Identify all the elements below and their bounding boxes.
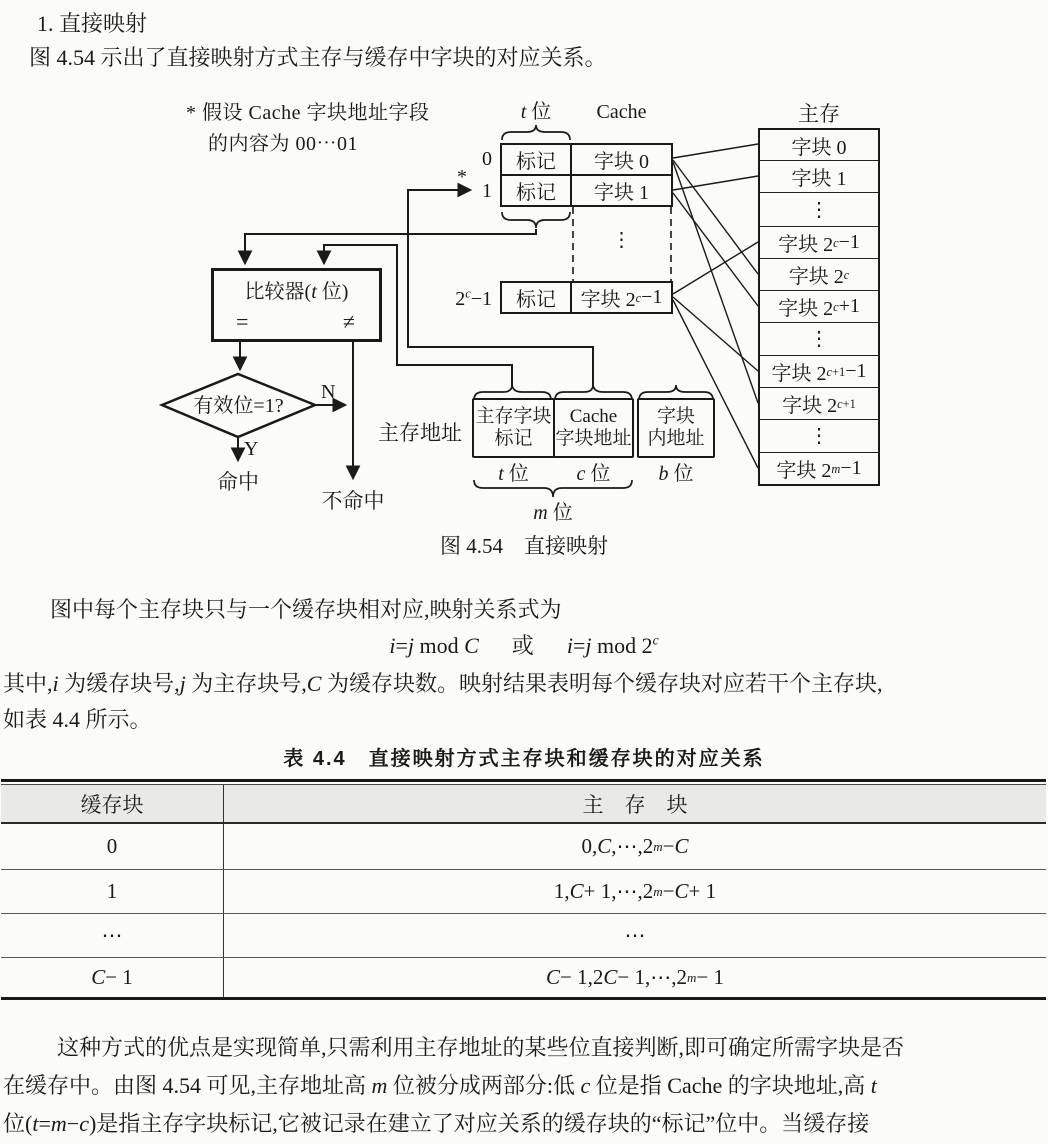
star-marker: * (457, 166, 467, 188)
memory-row-ellipsis: ⋮ (760, 322, 878, 355)
cache-ellipsis: ⋮ (611, 229, 632, 251)
cell-cache-block: 1 (106, 879, 118, 903)
cache-tag-cell-0: 标记 (500, 143, 572, 176)
c-bits-label: c 位 (576, 463, 611, 485)
memory-row: 字块 2 c+1 −1 (760, 355, 878, 387)
table-header-row (1, 785, 1046, 824)
column-header-cache-block: 缓存块 (80, 792, 144, 817)
cell-cache-block: 0 (106, 834, 118, 858)
miss-label: 不命中 (321, 489, 385, 513)
main-memory-title: 主存 (798, 102, 840, 126)
cache-index-0: 0 (482, 148, 492, 170)
memory-row: 字块 0 (791, 136, 847, 159)
yes-label: Y (244, 438, 259, 460)
field-word-in-block-address: 字块 内地址 (637, 398, 715, 458)
b-bits-label: b 位 (658, 463, 694, 485)
main-memory-table (758, 128, 880, 486)
column-header-main-memory-block: 主 存 块 (223, 785, 1046, 822)
figure-note-line1: * 假设 Cache 字块地址字段 (186, 102, 430, 124)
memory-row-ellipsis: ⋮ (760, 192, 878, 226)
paragraph-see-table: 如表 4.4 所示。 (3, 707, 152, 732)
memory-row: 字块 2 m −1 (760, 452, 878, 484)
field-cache-block-address: Cache 字块地址 (553, 398, 634, 458)
cache-tag-cell-last: 标记 (500, 281, 572, 314)
cache-index-1: 1 (482, 180, 492, 202)
section-heading: 1. 直接映射 (37, 11, 148, 36)
cell-main-memory-blocks: 0, C ,⋯,2 m − C (223, 824, 1046, 869)
not-equal-symbol: ≠ (342, 309, 355, 334)
table-row (1, 913, 1046, 957)
table-row (1, 869, 1046, 913)
memory-row: 字块 1 (760, 160, 878, 192)
cache-block-cell-0: 字块 0 (570, 143, 673, 176)
cell-cache-block: ⋯ (101, 923, 123, 947)
paragraph-symbol-definition: 其中,i 为缓存块号,j 为主存块号,C 为缓存块数。映射结果表明每个缓存块对应若干个主存块, (3, 671, 883, 696)
table-4-4 (1, 779, 1046, 1000)
cell-main-memory-blocks: ⋯ (223, 914, 1046, 957)
figure-caption: 图 4.54 直接映射 (440, 534, 608, 558)
intro-sentence: 图 4.54 示出了直接映射方式主存与缓存中字块的对应关系。 (29, 45, 607, 70)
closing-paragraph-line3: 位(t=m−c)是指主存字块标记,它被记录在建立了对应关系的缓存块的“标记”位中。当缓存接 (3, 1111, 870, 1136)
cell-main-memory-blocks: C − 1,2 C − 1,⋯,2 m − 1 (223, 958, 1046, 997)
memory-row: 字块 2 c+1 (760, 387, 878, 419)
equal-symbol: = (236, 309, 249, 334)
table-title: 表 4.4 直接映射方式主存块和缓存块的对应关系 (283, 748, 765, 770)
valid-bit-condition: 有效位=1? (193, 395, 284, 417)
memory-row: 字块 2 c −1 (760, 226, 878, 258)
cache-title: Cache (596, 101, 647, 123)
cell-main-memory-blocks: 1, C + 1,⋯,2 m − C + 1 (223, 870, 1046, 913)
t-bits-label: t 位 (498, 463, 529, 485)
hit-label: 命中 (217, 470, 259, 494)
memory-address-label: 主存地址 (378, 421, 462, 445)
cell-cache-block: C − 1 (91, 965, 133, 989)
cache-tag-bits-label: t 位 (520, 101, 552, 123)
memory-row: 字块 2 c (760, 258, 878, 290)
m-bits-label: m 位 (533, 502, 573, 524)
table-row (1, 957, 1046, 997)
memory-row-ellipsis: ⋮ (760, 419, 878, 452)
comparator-title: 比较器(t 位) (244, 281, 349, 303)
cache-tag-cell-1: 标记 (500, 174, 572, 207)
no-label: N (321, 381, 336, 403)
paragraph-mapping-intro: 图中每个主存块只与一个缓存块相对应,映射关系式为 (50, 597, 562, 622)
table-row (1, 824, 1046, 869)
figure-note-line2: 的内容为 00⋯01 (208, 133, 358, 155)
cache-block-cell-1: 字块 1 (570, 174, 673, 207)
closing-paragraph-line1: 这种方式的优点是实现简单,只需利用主存地址的某些位直接判断,即可确定所需字块是否 (57, 1035, 905, 1060)
closing-paragraph-line2: 在缓存中。由图 4.54 可见,主存地址高 m 位被分成两部分:低 c 位是指 Cache 的字块地址,高 t (3, 1073, 877, 1098)
field-main-memory-tag: 主存字块 标记 (472, 398, 555, 458)
memory-row: 字块 2 c +1 (760, 290, 878, 322)
mapping-formula: i=j mod C 或 i=j mod 2$^c$ (389, 632, 659, 658)
cache-index-last: $2^c-1$ (455, 286, 492, 310)
comparator-box (211, 268, 382, 342)
cache-block-cell-last: 字块 2 c −1 (570, 281, 673, 314)
